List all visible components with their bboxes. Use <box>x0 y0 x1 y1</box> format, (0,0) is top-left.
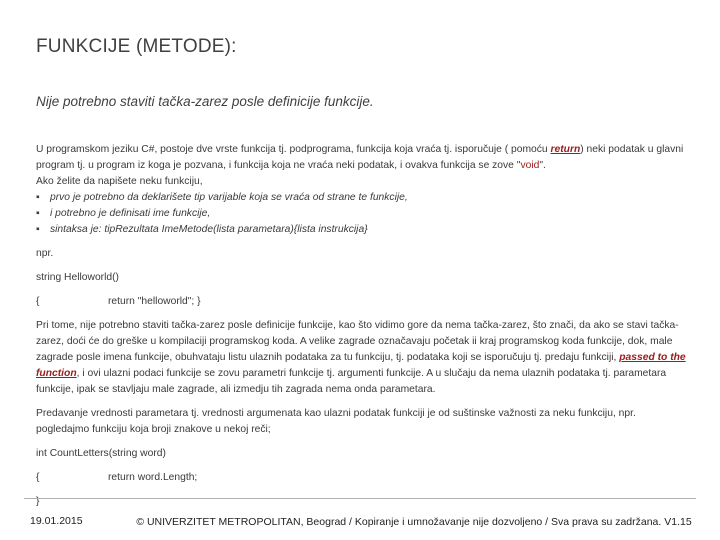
explanation-text-a: Pri tome, nije potrebno staviti tačka-zarez posle definicije funkcije, kao što vidimo gore da nema tačka-zarez, što znači, da ako se stavi tačka-zarez, doći će do greške u kompilaciji programskog koda. A velike zagrade označavaju početak ii kraj programskog koda funkcije, dok, male zagrade posle imena funkcije, obuhvataju listu ulaznih podataka za tu funkciju, tj. podataka koji se isporučuju tj. predaju funkciji, <box>36 320 679 363</box>
bullet-item: ▪ prvo je potrebno da deklarišete tip varijable koja se vraća od strane te funkcije, <box>36 190 688 206</box>
intro-text-a: U programskom jeziku C#, postoje dve vrste funkcija tj. podprograma, funkcija koja vraća tj. isporučuje ( pomoću <box>36 144 551 155</box>
code-closing-brace: } <box>36 496 40 507</box>
code-line: string Helloworld() <box>36 272 119 283</box>
return-keyword: return <box>550 144 581 155</box>
paragraph-intro <box>36 142 688 174</box>
footer <box>24 498 696 528</box>
passed-to-function-term: passed to the function <box>36 352 686 379</box>
explanation-text-b: , i ovi ulazni podaci funkcije se zovu parametri funkcije tj. argumenti funkcije. A u slučaju da nema ulaznih podataka tj. parametara funkcije, ipak se stavljaju male zagrade, ali izmedju tih zagrada nema onda parametara. <box>36 368 667 395</box>
code-brace: { <box>36 472 40 483</box>
code-line <box>36 294 688 310</box>
footer-copyright: © UNIVERZITET METROPOLITAN, Beograd / Kopiranje i umnožavanje nije dozvoljeno / Sva prava su zadržana. V1.15 <box>136 516 692 528</box>
footer-date: 19.01.2015 <box>30 515 83 527</box>
slide-title: FUNKCIJE (METODE): <box>36 36 237 57</box>
code-line: int CountLetters(string word) <box>36 448 166 459</box>
paragraph-explanation <box>36 318 688 398</box>
code-brace: { <box>36 296 40 307</box>
intro-text-c: ". <box>539 160 546 171</box>
code-text: return word.Length; <box>108 472 198 483</box>
void-keyword: void <box>520 160 540 171</box>
code-line <box>36 470 688 486</box>
code-text: return "helloworld"; } <box>108 296 201 307</box>
slide-body <box>36 142 688 510</box>
intro-text-b: ) neki podatak u glavni program tj. u program iz koga je pozvana, i funkcija koja ne vraća neki podatak, i ovakva funkcija se zove " <box>36 144 684 171</box>
paragraph-how-to: Ako želite da napišete neku funkciju, <box>36 176 203 187</box>
bullet-item: ▪ sintaksa je: tipRezultata ImeMetode(lista parametara){lista instrukcija} <box>36 222 688 238</box>
example-label: npr. <box>36 248 54 259</box>
paragraph-parameters: Predavanje vrednosti parametara tj. vrednosti argumenata kao ulazni podatak funkciji je od suštinske važnosti za neku funkciju, npr. pogledajmo funkciju koja broji znakove u nekoj reči; <box>36 408 636 435</box>
bullet-item: ▪ i potrebno je definisati ime funkcije, <box>36 206 688 222</box>
slide-subtitle: Nije potrebno staviti tačka-zarez posle definicije funkcije. <box>36 94 374 109</box>
